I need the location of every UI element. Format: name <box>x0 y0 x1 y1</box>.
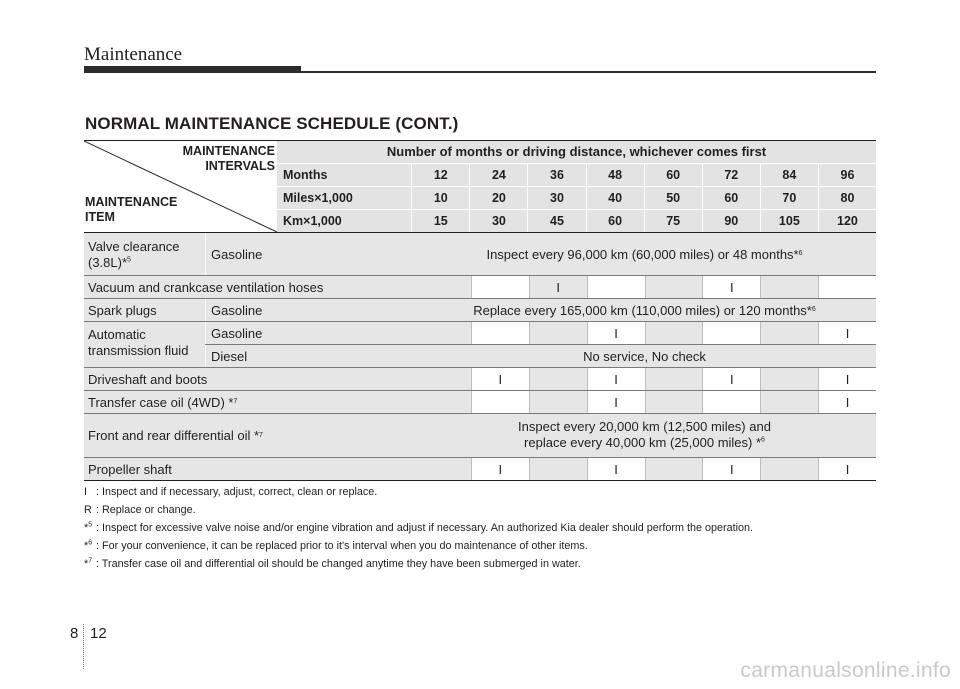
item-text: Front and rear differential oil * <box>88 428 260 443</box>
footnote-ref: 6 <box>761 436 765 444</box>
atf-cells <box>413 322 876 344</box>
miles-row <box>277 187 876 210</box>
note-star: * <box>84 540 89 552</box>
km-value: 90 <box>702 210 760 232</box>
note-text: : Inspect and if necessary, adjust, correct, clean or replace. <box>96 486 378 498</box>
item-vacuum-hoses: Vacuum and crankcase ventilation hoses <box>84 276 413 298</box>
schedule-cell <box>645 276 703 298</box>
item-line: Automatic <box>88 327 146 342</box>
spark-instruction: Replace every 165,000 km (110,000 miles) or 120 months* 6 <box>413 299 876 321</box>
km-value: 105 <box>760 210 818 232</box>
schedule-cell <box>529 322 587 344</box>
miles-value: 10 <box>411 187 469 209</box>
note-key: I <box>84 486 87 498</box>
schedule-cell <box>702 322 760 344</box>
page-number: 12 <box>90 625 107 642</box>
table-row-valve-clearance <box>84 233 876 276</box>
item-propeller-shaft: Propeller shaft <box>84 458 413 480</box>
schedule-cell: I <box>818 391 876 413</box>
item-atf <box>84 322 205 367</box>
km-value: 15 <box>411 210 469 232</box>
header-rule-thick <box>84 66 301 73</box>
item-driveshaft: Driveshaft and boots <box>84 368 413 390</box>
note-item <box>84 555 884 573</box>
schedule-cell <box>529 458 587 480</box>
miles-value: 30 <box>527 187 585 209</box>
item-spark-plugs: Spark plugs <box>84 299 277 321</box>
month-value: 48 <box>586 164 644 186</box>
schedule-cell <box>413 458 471 480</box>
schedule-cell <box>587 276 645 298</box>
schedule-cell <box>471 276 529 298</box>
schedule-cell <box>818 276 876 298</box>
note-item <box>84 519 884 537</box>
item-differential: Front and rear differential oil * 7 <box>84 414 413 457</box>
month-value: 84 <box>760 164 818 186</box>
differential-instruction <box>413 414 876 457</box>
km-value: 75 <box>644 210 702 232</box>
miles-value: 60 <box>702 187 760 209</box>
schedule-cell: I <box>818 458 876 480</box>
instruction-line2-text: replace every 40,000 km (25,000 miles) * <box>524 435 762 450</box>
item-transfer-case: Transfer case oil (4WD) * 7 <box>84 391 413 413</box>
legend-notes <box>84 483 884 573</box>
note-item <box>84 483 884 501</box>
diesel-instruction: No service, No check <box>413 345 876 367</box>
note-item <box>84 501 884 519</box>
corner-item-line1: MAINTENANCE <box>85 195 178 209</box>
schedule-cell: I <box>702 276 760 298</box>
note-text: : Replace or change. <box>96 504 196 516</box>
schedule-cell <box>645 458 703 480</box>
interval-header <box>277 141 876 232</box>
propeller-cells <box>413 458 876 480</box>
note-star: * <box>84 522 89 534</box>
corner-item-label <box>85 195 177 225</box>
footnote-number: 7 <box>88 557 93 565</box>
miles-value: 50 <box>644 187 702 209</box>
note-key <box>84 519 94 537</box>
interval-heading: Number of months or driving distance, whichever comes first <box>277 141 876 164</box>
month-value: 72 <box>702 164 760 186</box>
schedule-cell <box>702 391 760 413</box>
table-row-spark-plugs <box>84 299 876 322</box>
schedule-cell: I <box>587 322 645 344</box>
km-value: 45 <box>527 210 585 232</box>
footnote-number: 6 <box>88 539 93 547</box>
transfer-cells <box>413 391 876 413</box>
note-item <box>84 537 884 555</box>
note-key <box>84 555 94 573</box>
atf-gasoline-row <box>205 322 876 345</box>
note-star: * <box>84 558 89 570</box>
schedule-cell: I <box>587 368 645 390</box>
note-text: : Transfer case oil and differential oil should be changed anytime they have been submerged in water. <box>96 558 581 570</box>
table-header <box>84 141 876 233</box>
corner-intervals-line1: MAINTENANCE <box>182 144 275 158</box>
driveshaft-cells <box>413 368 876 390</box>
schedule-cell <box>413 276 471 298</box>
table-row-propeller-shaft <box>84 458 876 481</box>
corner-intervals-line2: INTERVALS <box>205 159 275 173</box>
chapter-number: 8 <box>70 625 79 642</box>
schedule-cell <box>471 322 529 344</box>
schedule-cell: I <box>818 322 876 344</box>
km-label: Km×1,000 <box>283 214 342 228</box>
miles-label: Miles×1,000 <box>283 191 353 205</box>
corner-item-line2: ITEM <box>85 210 115 224</box>
item-line2-text: (3.8L)* <box>88 255 128 270</box>
valve-instruction: Inspect every 96,000 km (60,000 miles) or 48 months* 6 <box>413 233 876 275</box>
header-title: Maintenance <box>84 44 183 65</box>
km-value: 60 <box>586 210 644 232</box>
table-row-vacuum-hoses <box>84 276 876 299</box>
watermark: carmanualsonline.info <box>740 659 951 682</box>
corner-intervals-label <box>183 144 275 174</box>
miles-value: 80 <box>818 187 876 209</box>
schedule-cell <box>645 368 703 390</box>
atf-diesel-row <box>205 345 876 367</box>
header-rule-thin <box>301 71 876 73</box>
schedule-cell <box>529 391 587 413</box>
schedule-cell: I <box>702 368 760 390</box>
item-line: Valve clearance <box>88 239 180 254</box>
schedule-cell <box>760 368 818 390</box>
item-text: Transfer case oil (4WD) * <box>88 394 234 410</box>
instruction-line: Inspect every 20,000 km (12,500 miles) and <box>518 419 771 434</box>
schedule-cell: I <box>818 368 876 390</box>
schedule-cell <box>529 368 587 390</box>
month-value: 36 <box>527 164 585 186</box>
schedule-cell <box>413 391 471 413</box>
miles-value: 40 <box>586 187 644 209</box>
footer-divider <box>83 624 85 669</box>
note-text: : Inspect for excessive valve noise and/or engine vibration and adjust if necessary. An authorized Kia dealer should perform the operation. <box>96 522 753 534</box>
schedule-cell: I <box>471 368 529 390</box>
schedule-cell <box>760 322 818 344</box>
sub-gasoline: Gasoline <box>205 299 413 321</box>
spark-instruction-text: Replace every 165,000 km (110,000 miles) or 120 months* <box>473 302 812 318</box>
sub-gasoline: Gasoline <box>205 322 413 344</box>
km-value: 30 <box>469 210 527 232</box>
schedule-cell <box>645 322 703 344</box>
months-row <box>277 164 876 187</box>
table-row-transfer-case <box>84 391 876 414</box>
month-value: 96 <box>818 164 876 186</box>
schedule-cell <box>645 391 703 413</box>
vacuum-cells <box>413 276 876 298</box>
km-row <box>277 210 876 232</box>
schedule-cell <box>471 391 529 413</box>
table-row-atf <box>84 322 876 368</box>
sub-diesel: Diesel <box>205 345 413 367</box>
month-value: 60 <box>644 164 702 186</box>
schedule-cell: I <box>529 276 587 298</box>
schedule-cell: I <box>471 458 529 480</box>
footnote-ref: 5 <box>127 256 131 264</box>
table-row-driveshaft <box>84 368 876 391</box>
schedule-cell: I <box>587 458 645 480</box>
month-value: 12 <box>411 164 469 186</box>
sub-gasoline: Gasoline <box>205 233 413 275</box>
footnote-number: 5 <box>88 521 93 529</box>
section-title: NORMAL MAINTENANCE SCHEDULE (CONT.) <box>85 114 459 133</box>
month-value: 24 <box>469 164 527 186</box>
note-key: R <box>84 504 92 516</box>
schedule-cell <box>760 391 818 413</box>
table-row-differential <box>84 414 876 458</box>
schedule-cell: I <box>702 458 760 480</box>
schedule-cell <box>760 458 818 480</box>
schedule-cell <box>760 276 818 298</box>
km-value: 120 <box>818 210 876 232</box>
valve-instruction-text: Inspect every 96,000 km (60,000 miles) or 48 months* <box>486 246 799 262</box>
schedule-cell <box>413 322 471 344</box>
miles-value: 70 <box>760 187 818 209</box>
maintenance-table <box>84 140 876 481</box>
instruction-line <box>413 435 876 451</box>
note-key <box>84 537 94 555</box>
months-label: Months <box>283 168 328 182</box>
schedule-cell <box>413 368 471 390</box>
schedule-cell: I <box>587 391 645 413</box>
corner-cell <box>84 141 277 232</box>
miles-value: 20 <box>469 187 527 209</box>
item-line: transmission fluid <box>88 343 189 358</box>
note-text: : For your convenience, it can be replaced prior to it's interval when you do maintenance of other items. <box>96 540 588 552</box>
